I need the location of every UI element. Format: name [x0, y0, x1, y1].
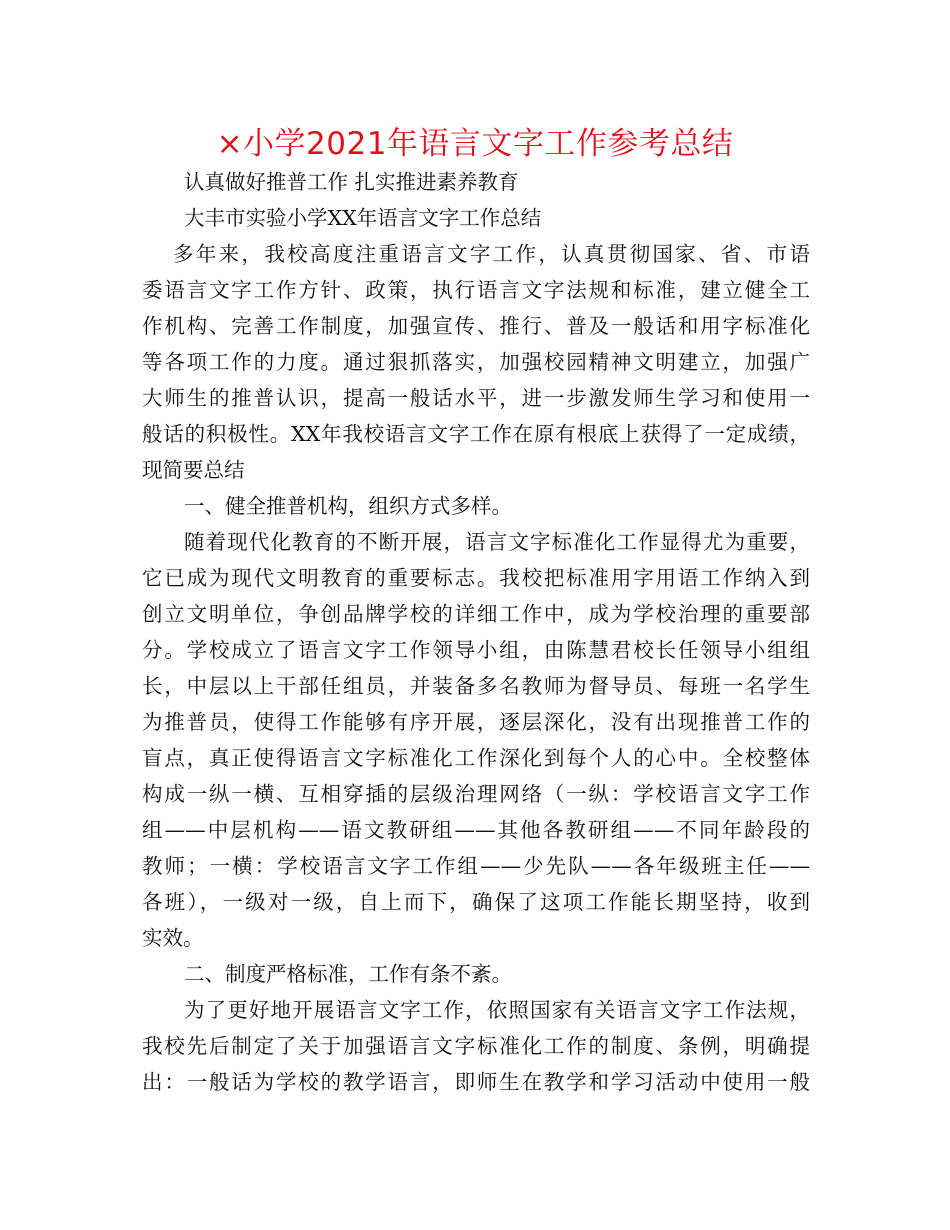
- paragraph-line: 委语言文字工作方针、政策，执行语言文字法规和标准，建立健全工: [142, 278, 810, 302]
- section-heading-2: 二、制度严格标准，工作有条不紊。: [184, 962, 512, 986]
- paragraph-line: 长，中层以上干部任组员，并装备多名教师为督导员、每班一名学生: [142, 674, 810, 698]
- paragraph-line: 组——中层机构——语文教研组——其他各教研组——不同年龄段的: [142, 818, 810, 842]
- document-body: [142, 164, 810, 1100]
- paragraph-line: 各班），一级对一级，自上而下，确保了这项工作能长期坚持，收到: [142, 890, 810, 914]
- section-heading-1: 一、健全推普机构，组织方式多样。: [184, 494, 512, 518]
- paragraph-line: 为了更好地开展语言文字工作，依照国家有关语言文字工作法规，: [184, 998, 810, 1022]
- paragraph-line: 实效。: [142, 926, 204, 950]
- paragraph-line: 教师；一横：学校语言文字工作组——少先队——各年级班主任——: [142, 854, 810, 878]
- paragraph-line: 创立文明单位，争创品牌学校的详细工作中，成为学校治理的重要部: [142, 602, 810, 626]
- paragraph-line: 般话的积极性。XX年我校语言文字工作在原有根底上获得了一定成绩，: [142, 422, 810, 446]
- paragraph-line: 我校先后制定了关于加强语言文字标准化工作的制度、条例，明确提: [142, 1034, 810, 1058]
- paragraph-line: 构成一纵一横、互相穿插的层级治理网络（一纵：学校语言文字工作: [142, 782, 810, 806]
- paragraph-line: 它已成为现代文明教育的重要标志。我校把标准用字用语工作纳入到: [142, 566, 810, 590]
- paragraph-line: 盲点，真正使得语言文字标准化工作深化到每个人的心中。全校整体: [142, 746, 810, 770]
- paragraph-line: 作机构、完善工作制度，加强宣传、推行、普及一般话和用字标准化: [142, 314, 810, 338]
- paragraph-line: 多年来，我校高度注重语言文字工作，认真贯彻国家、省、市语: [173, 242, 810, 266]
- paragraph-line: 为推普员，使得工作能够有序开展，逐层深化，没有出现推普工作的: [142, 710, 810, 734]
- document-title: ×小学2021年语言文字工作参考总结: [216, 126, 734, 162]
- paragraph-line: 随着现代化教育的不断开展，语言文字标准化工作显得尤为重要，: [184, 530, 810, 554]
- paragraph-line: 出：一般话为学校的教学语言，即师生在教学和学习活动中使用一般: [142, 1070, 810, 1094]
- paragraph-line: 现简要总结: [142, 458, 245, 482]
- report-heading-line: 大丰市实验小学XX年语言文字工作总结: [184, 206, 542, 230]
- paragraph-line: 分。学校成立了语言文字工作领导小组，由陈慧君校长任领导小组组: [142, 638, 810, 662]
- subtitle-line: 认真做好推普工作 扎实推进素养教育: [184, 170, 519, 194]
- paragraph-line: 大师生的推普认识，提高一般话水平，进一步激发师生学习和使用一: [142, 386, 810, 410]
- paragraph-line: 等各项工作的力度。通过狠抓落实，加强校园精神文明建立，加强广: [142, 350, 810, 374]
